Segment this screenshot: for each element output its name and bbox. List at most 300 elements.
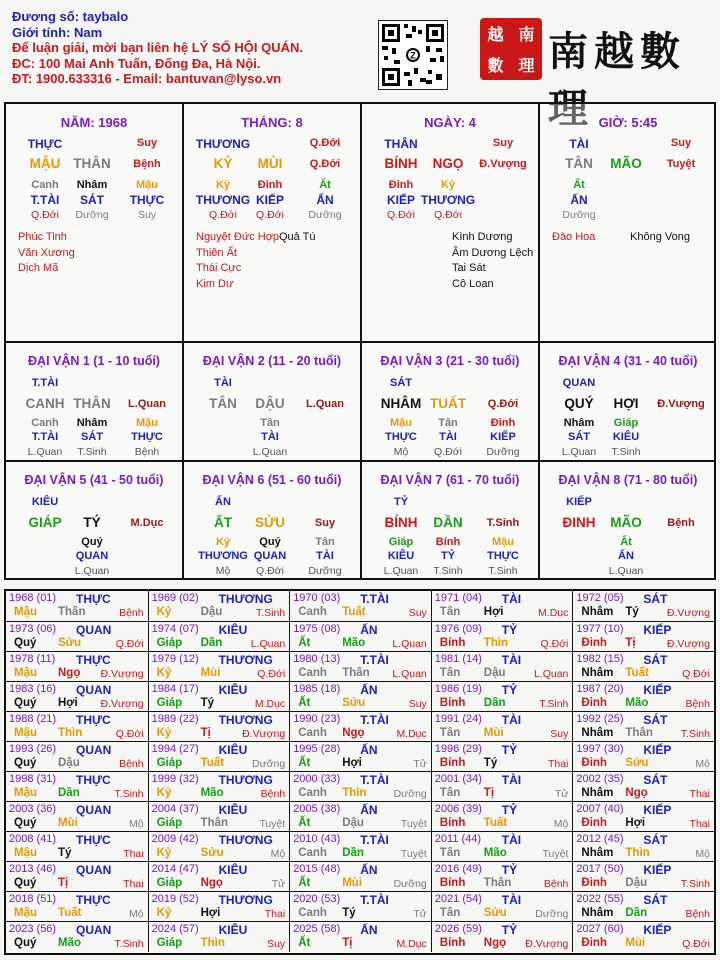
year-stage: Dưỡng — [393, 878, 427, 890]
year-stem: Bính — [439, 637, 466, 649]
year-row — [6, 831, 714, 861]
year-star: KIẾP — [643, 923, 672, 937]
year-stem: Ất — [298, 817, 311, 829]
hidden-star: QUAN — [75, 550, 109, 562]
dai-van-star: QUAN — [562, 377, 596, 389]
year-row — [6, 651, 714, 681]
year-label: 2012 (45) — [576, 833, 624, 845]
dai-van-stem: NHÂM — [380, 396, 422, 411]
year-stage: Bệnh — [685, 908, 710, 920]
year-label: 2016 (49) — [434, 863, 482, 875]
year-star: SÁT — [643, 773, 668, 787]
year-stage: M.Dục — [396, 938, 427, 950]
year-label: 2024 (57) — [151, 923, 199, 935]
year-stem: Nhâm — [581, 847, 614, 859]
year-label: 2023 (56) — [9, 923, 57, 935]
year-stem: Đinh — [581, 697, 607, 709]
yearly-table — [4, 589, 716, 955]
year-stem: Quý — [14, 637, 37, 649]
year-star: SÁT — [643, 833, 668, 847]
year-branch: Mão — [625, 697, 649, 709]
hidden-stem: Canh — [31, 417, 59, 429]
shen-sha-note: Cô Loan — [452, 277, 494, 290]
year-cell — [6, 591, 148, 621]
dai-van-branch: HỢI — [613, 396, 639, 411]
dai-van-branch: DẦN — [433, 515, 463, 530]
year-stage: Q.Đới — [682, 938, 710, 950]
year-branch: Mùi — [58, 817, 78, 829]
year-cell — [148, 892, 290, 922]
year-cell — [431, 862, 573, 892]
dai-van-star: TÀI — [214, 377, 232, 389]
year-branch: Dần — [483, 697, 506, 709]
year-label: 1980 (13) — [293, 653, 341, 665]
shen-sha-note: Quả Tú — [279, 231, 316, 243]
year-branch: Hợi — [625, 817, 646, 829]
seal-char: 南 — [518, 25, 535, 44]
year-label: 1999 (32) — [151, 773, 199, 785]
year-cell — [572, 682, 714, 712]
year-stage: M.Dục — [396, 728, 427, 740]
year-stem: Mậu — [14, 907, 37, 919]
year-star: QUAN — [76, 623, 112, 637]
year-branch: Tuất — [625, 667, 649, 679]
hidden-star: TÀI — [439, 431, 457, 443]
year-stage: Tử — [413, 758, 427, 770]
year-stem: Tân — [439, 787, 461, 799]
year-label: 1979 (12) — [151, 653, 199, 665]
dai-van-stage: L.Quan — [306, 398, 344, 410]
year-row — [6, 681, 714, 711]
dai-van-branch: DẬU — [255, 396, 285, 411]
hidden-stem: Quý — [81, 536, 103, 548]
year-stage: L.Quan — [533, 668, 569, 680]
hidden-star: THỰC — [129, 193, 165, 207]
year-star: THƯƠNG — [218, 713, 273, 727]
year-branch: Tý — [58, 847, 72, 859]
hidden-star: SÁT — [80, 193, 104, 207]
year-label: 2011 (44) — [434, 833, 482, 845]
year-label: 1987 (20) — [576, 683, 624, 695]
year-branch: Tuất — [483, 817, 508, 829]
pillar-title: NĂM: 1968 — [60, 115, 128, 130]
year-stage: L.Quan — [250, 638, 286, 650]
hidden-star: THƯƠNG — [198, 550, 248, 562]
year-label: 2003 (36) — [9, 803, 57, 815]
year-cell — [6, 652, 148, 682]
year-star: THỰC — [76, 833, 111, 847]
year-star: TỶ — [501, 863, 518, 877]
year-branch: Ngọ — [483, 937, 507, 949]
dai-van-stem: GIÁP — [28, 515, 62, 530]
year-branch: Dậu — [342, 817, 364, 829]
year-label: 2017 (50) — [576, 863, 624, 875]
year-cell — [289, 832, 431, 862]
year-cell — [572, 652, 714, 682]
dai-van-title: ĐẠI VẬN 7 (61 - 70 tuổi) — [380, 473, 520, 487]
hidden-stage: T.Sinh — [488, 565, 518, 577]
year-star: THƯƠNG — [218, 592, 273, 606]
year-stem: Bính — [439, 697, 466, 709]
year-stage: Thai — [123, 848, 144, 860]
year-cell — [6, 802, 148, 832]
dai-van-stem: BÍNH — [384, 515, 418, 530]
year-star: T.TÀI — [360, 773, 389, 787]
year-label: 2020 (53) — [293, 893, 341, 905]
year-cell — [572, 862, 714, 892]
year-label: 2009 (42) — [151, 833, 199, 845]
hidden-stage: Q.Đới — [209, 209, 237, 221]
year-label: 1971 (04) — [434, 592, 482, 604]
year-label: 2018 (51) — [9, 893, 57, 905]
year-stage: Bệnh — [685, 698, 710, 710]
year-star: KIÊU — [218, 623, 248, 637]
dai-van-stem: ẤT — [214, 515, 232, 530]
year-branch: Tý — [200, 697, 215, 709]
year-branch: Ngọ — [58, 667, 81, 679]
year-cell — [431, 832, 573, 862]
hidden-stem: Mậu — [492, 536, 514, 548]
year-star: TÀI — [501, 893, 522, 907]
year-star: ẤN — [360, 923, 378, 937]
year-cell — [148, 652, 290, 682]
year-stem: Canh — [298, 606, 327, 618]
year-stem: Đinh — [581, 937, 607, 949]
year-stage: Mộ — [129, 818, 144, 830]
hidden-star: KIÊU — [612, 431, 640, 443]
year-cell — [431, 591, 573, 621]
year-label: 1985 (18) — [293, 683, 341, 695]
year-label: 2025 (58) — [293, 923, 341, 935]
year-label: 2000 (33) — [293, 773, 341, 785]
hidden-stem: Đinh — [490, 417, 516, 429]
qr-code-icon — [378, 20, 448, 90]
year-stem: Mậu — [14, 727, 37, 739]
year-star: THƯƠNG — [218, 773, 273, 787]
pillar-can-star: THƯƠNG — [195, 137, 251, 151]
dai-van-stage: Q.Đới — [487, 398, 519, 410]
year-star: KIẾP — [643, 683, 672, 697]
pillar-branch-stage: Đ.Vượng — [479, 158, 527, 170]
year-label: 2002 (35) — [576, 773, 624, 785]
hidden-stem: Đinh — [388, 179, 414, 191]
owner-name: Đương số: taybalo — [12, 9, 129, 24]
dai-van-stem: TÂN — [209, 396, 237, 411]
year-label: 1994 (27) — [151, 743, 199, 755]
hidden-star: ẤN — [618, 550, 634, 562]
year-branch: Dậu — [625, 877, 648, 889]
year-star: TÀI — [501, 833, 522, 847]
hidden-stem: Ất — [573, 179, 585, 191]
pillar-can-stage: Suy — [670, 137, 692, 149]
pillar-cell — [362, 104, 538, 341]
year-cell — [431, 712, 573, 742]
year-branch: Tuất — [342, 606, 366, 618]
year-branch: Hợi — [342, 757, 362, 769]
year-stem: Quý — [14, 877, 37, 889]
year-label: 1983 (16) — [9, 683, 57, 695]
pillars-grid — [4, 102, 716, 580]
hidden-stage: T.Sinh — [433, 565, 463, 577]
year-cell — [572, 622, 714, 652]
year-star: QUAN — [76, 743, 112, 757]
gender: Giới tính: Nam — [12, 24, 103, 40]
seal-char: 理 — [518, 56, 535, 75]
year-star: SÁT — [643, 653, 668, 667]
hidden-star: THỰC — [131, 431, 163, 443]
pillar-cell — [6, 104, 182, 341]
dai-van-title: ĐẠI VẬN 1 (1 - 10 tuổi) — [28, 354, 160, 368]
year-label: 1991 (24) — [434, 713, 482, 725]
year-stage: Suy — [408, 607, 427, 619]
year-branch: Thìn — [342, 787, 367, 799]
shen-sha-note: Nguyệt Đức Hợp — [196, 231, 280, 243]
year-label: 1995 (28) — [293, 743, 341, 755]
year-cell — [431, 802, 573, 832]
year-stage: Thai — [123, 878, 144, 890]
seal-char: 數 — [487, 56, 504, 75]
hidden-star: THƯƠNG — [420, 193, 476, 207]
year-row — [6, 861, 714, 891]
year-cell — [289, 862, 431, 892]
dai-van-cell — [184, 343, 360, 460]
year-cell — [289, 892, 431, 922]
year-stem: Canh — [298, 847, 327, 859]
year-branch: Thân — [342, 667, 370, 679]
year-stem: Quý — [14, 817, 37, 829]
year-cell — [6, 682, 148, 712]
pillar-cell — [184, 104, 360, 341]
year-stage: Tuyệt — [542, 848, 569, 860]
year-stage: T.Sinh — [539, 698, 569, 710]
year-branch: Mão — [200, 787, 224, 799]
hidden-stem: Nhâm — [76, 417, 108, 429]
pillar-branch: MÃO — [610, 156, 642, 171]
year-label: 2005 (38) — [293, 803, 341, 815]
hidden-stem: Mậu — [390, 417, 412, 429]
year-cell — [289, 652, 431, 682]
year-stem: Đinh — [581, 817, 607, 829]
year-cell — [289, 802, 431, 832]
pillar-branch: THÂN — [73, 156, 111, 171]
hidden-stage: Q.Đới — [256, 565, 284, 577]
year-cell — [572, 802, 714, 832]
year-branch: Mùi — [483, 727, 504, 739]
year-stem: Ất — [298, 637, 311, 649]
year-branch: Tuất — [200, 757, 225, 769]
year-stage: Đ.Vượng — [100, 668, 144, 680]
dai-van-star: KIẾP — [566, 496, 592, 508]
shen-sha-note: Dịch Mã — [18, 262, 59, 275]
pillar-stem: KỶ — [213, 156, 233, 171]
year-stem: Kỷ — [156, 787, 172, 799]
year-cell — [6, 622, 148, 652]
year-stage: Bệnh — [260, 788, 286, 800]
year-branch: Sửu — [483, 907, 507, 919]
year-star: TÀI — [501, 653, 522, 667]
svg-text:Z: Z — [410, 50, 416, 61]
hidden-stage: L.Quan — [383, 565, 419, 577]
year-label: 2007 (40) — [576, 803, 624, 815]
year-star: SÁT — [643, 592, 668, 606]
seal-char: 越 — [487, 25, 504, 44]
year-stem: Giáp — [156, 757, 183, 769]
year-branch: Mão — [342, 637, 366, 649]
year-stem: Đinh — [581, 637, 607, 649]
year-star: ẤN — [360, 743, 378, 757]
year-branch: Hợi — [58, 697, 78, 709]
year-stem: Canh — [298, 727, 327, 739]
shen-sha-note: Kim Dư — [196, 277, 234, 290]
hidden-star: TỶ — [440, 550, 456, 562]
year-stage: M.Dục — [538, 607, 569, 619]
pillar-title: NGÀY: 4 — [424, 115, 476, 130]
year-star: T.TÀI — [360, 713, 389, 727]
year-cell — [148, 832, 290, 862]
year-branch: Sửu — [342, 697, 366, 709]
dai-van-cell — [540, 343, 716, 460]
year-label: 1992 (25) — [576, 713, 624, 725]
hidden-star: KIẾP — [255, 193, 284, 207]
year-cell — [289, 712, 431, 742]
hidden-stem: Kỷ — [215, 179, 231, 191]
dai-van-cell — [540, 462, 716, 580]
year-stage: T.Sinh — [680, 878, 710, 890]
contact-note: Để luận giải, mời bạn liên hệ LÝ SỐ HỘI QUÁN. — [12, 40, 303, 56]
year-stage: Bệnh — [119, 607, 144, 619]
pillar-can-star: THỰC — [27, 137, 63, 151]
pillar-branch-stage: Q.Đới — [309, 158, 341, 170]
dai-van-stem: QUÝ — [564, 396, 594, 411]
hidden-star: QUAN — [253, 550, 287, 562]
year-stage: Dưỡng — [252, 758, 286, 770]
year-stage: Tử — [554, 788, 569, 800]
year-cell — [148, 591, 290, 621]
year-cell — [572, 892, 714, 922]
year-branch: Thân — [58, 606, 86, 618]
hidden-star: SÁT — [568, 431, 590, 443]
year-stem: Kỷ — [156, 847, 172, 859]
year-label: 2010 (43) — [293, 833, 341, 845]
hidden-stage: L.Quan — [561, 446, 597, 458]
year-branch: Hợi — [483, 606, 504, 618]
year-stem: Nhâm — [581, 727, 614, 739]
year-cell — [289, 742, 431, 772]
hidden-stem: Tân — [315, 536, 335, 548]
year-stage: Tuyệt — [400, 848, 427, 860]
dai-van-star: SÁT — [390, 377, 412, 389]
year-stem: Tân — [439, 727, 461, 739]
year-stage: Thai — [689, 818, 710, 830]
year-cell — [572, 922, 714, 952]
year-stem: Bính — [439, 877, 466, 889]
year-branch: Dần — [342, 847, 364, 859]
year-stem: Mậu — [14, 606, 37, 618]
year-star: THƯƠNG — [218, 653, 273, 667]
shen-sha-note: Phúc Tinh — [18, 231, 67, 243]
year-stem: Kỷ — [156, 606, 172, 618]
year-stem: Kỷ — [156, 907, 172, 919]
year-cell — [289, 922, 431, 952]
dai-van-star: KIÊU — [31, 496, 59, 508]
hidden-stem: Kỷ — [440, 179, 456, 191]
hidden-stage: L.Quan — [252, 446, 288, 458]
year-branch: Dần — [58, 787, 80, 799]
year-label: 2008 (41) — [9, 833, 57, 845]
dai-van-star: T.TÀI — [31, 377, 59, 389]
year-stage: Suy — [550, 728, 569, 740]
year-star: ẤN — [360, 803, 378, 817]
year-branch: Hợi — [200, 907, 221, 919]
year-label: 1969 (02) — [151, 592, 199, 604]
dai-van-cell — [362, 462, 538, 580]
brand-logo-text: 南越數理 — [548, 28, 686, 132]
year-star: T.TÀI — [360, 653, 389, 667]
year-star: TÀI — [501, 592, 522, 606]
year-stem: Bính — [439, 817, 466, 829]
pillar-branch-stage: Bệnh — [133, 158, 161, 170]
year-stage: Q.Đới — [682, 668, 710, 680]
year-label: 1981 (14) — [434, 653, 482, 665]
year-cell — [148, 772, 290, 802]
year-cell — [289, 772, 431, 802]
pillar-can-stage: Suy — [136, 137, 158, 149]
red-seal-stamp — [480, 18, 542, 80]
year-cell — [431, 682, 573, 712]
dai-van-title: ĐẠI VẬN 3 (21 - 30 tuổi) — [380, 354, 520, 368]
pillar-branch: MÙI — [257, 156, 283, 171]
year-stage: T.Sinh — [680, 728, 710, 740]
year-cell — [431, 652, 573, 682]
hidden-stage: L.Quan — [74, 565, 110, 577]
year-stage: Mộ — [129, 908, 144, 920]
year-stem: Nhâm — [581, 667, 614, 679]
hidden-stage: Suy — [137, 209, 157, 221]
year-label: 2015 (48) — [293, 863, 341, 875]
shen-sha-note: Âm Dương Lệch — [452, 246, 534, 259]
year-row — [6, 801, 714, 831]
year-branch: Dậu — [483, 667, 506, 679]
dai-van-branch: SỬU — [255, 515, 285, 530]
year-stage: Mộ — [695, 758, 710, 770]
year-stem: Quý — [14, 937, 37, 949]
hidden-stem: Giáp — [388, 536, 414, 548]
year-stage: Đ.Vượng — [242, 728, 286, 740]
dai-van-title: ĐẠI VẬN 6 (51 - 60 tuổi) — [202, 473, 342, 487]
year-stem: Mậu — [14, 787, 37, 799]
year-label: 1993 (26) — [9, 743, 57, 755]
dai-van-stage: M.Dục — [130, 517, 164, 529]
year-cell — [572, 772, 714, 802]
year-stem: Đinh — [581, 757, 607, 769]
year-star: KIẾP — [643, 803, 672, 817]
year-stage: Bệnh — [543, 878, 569, 890]
shen-sha-note: Kình Dương — [452, 231, 513, 243]
shen-sha-note: Văn Xương — [18, 246, 75, 259]
year-cell — [6, 772, 148, 802]
year-stem: Giáp — [156, 697, 183, 709]
hidden-star: KIẾP — [490, 431, 516, 443]
year-stage: Tuyệt — [400, 818, 427, 830]
year-star: THỰC — [76, 653, 111, 667]
year-label: 1986 (19) — [434, 683, 482, 695]
shen-sha-note: Thái Cực — [196, 262, 242, 275]
year-label: 2001 (34) — [434, 773, 482, 785]
year-cell — [431, 892, 573, 922]
year-branch: Mùi — [625, 937, 646, 949]
hidden-stem: Mậu — [136, 417, 158, 429]
year-cell — [572, 591, 714, 621]
